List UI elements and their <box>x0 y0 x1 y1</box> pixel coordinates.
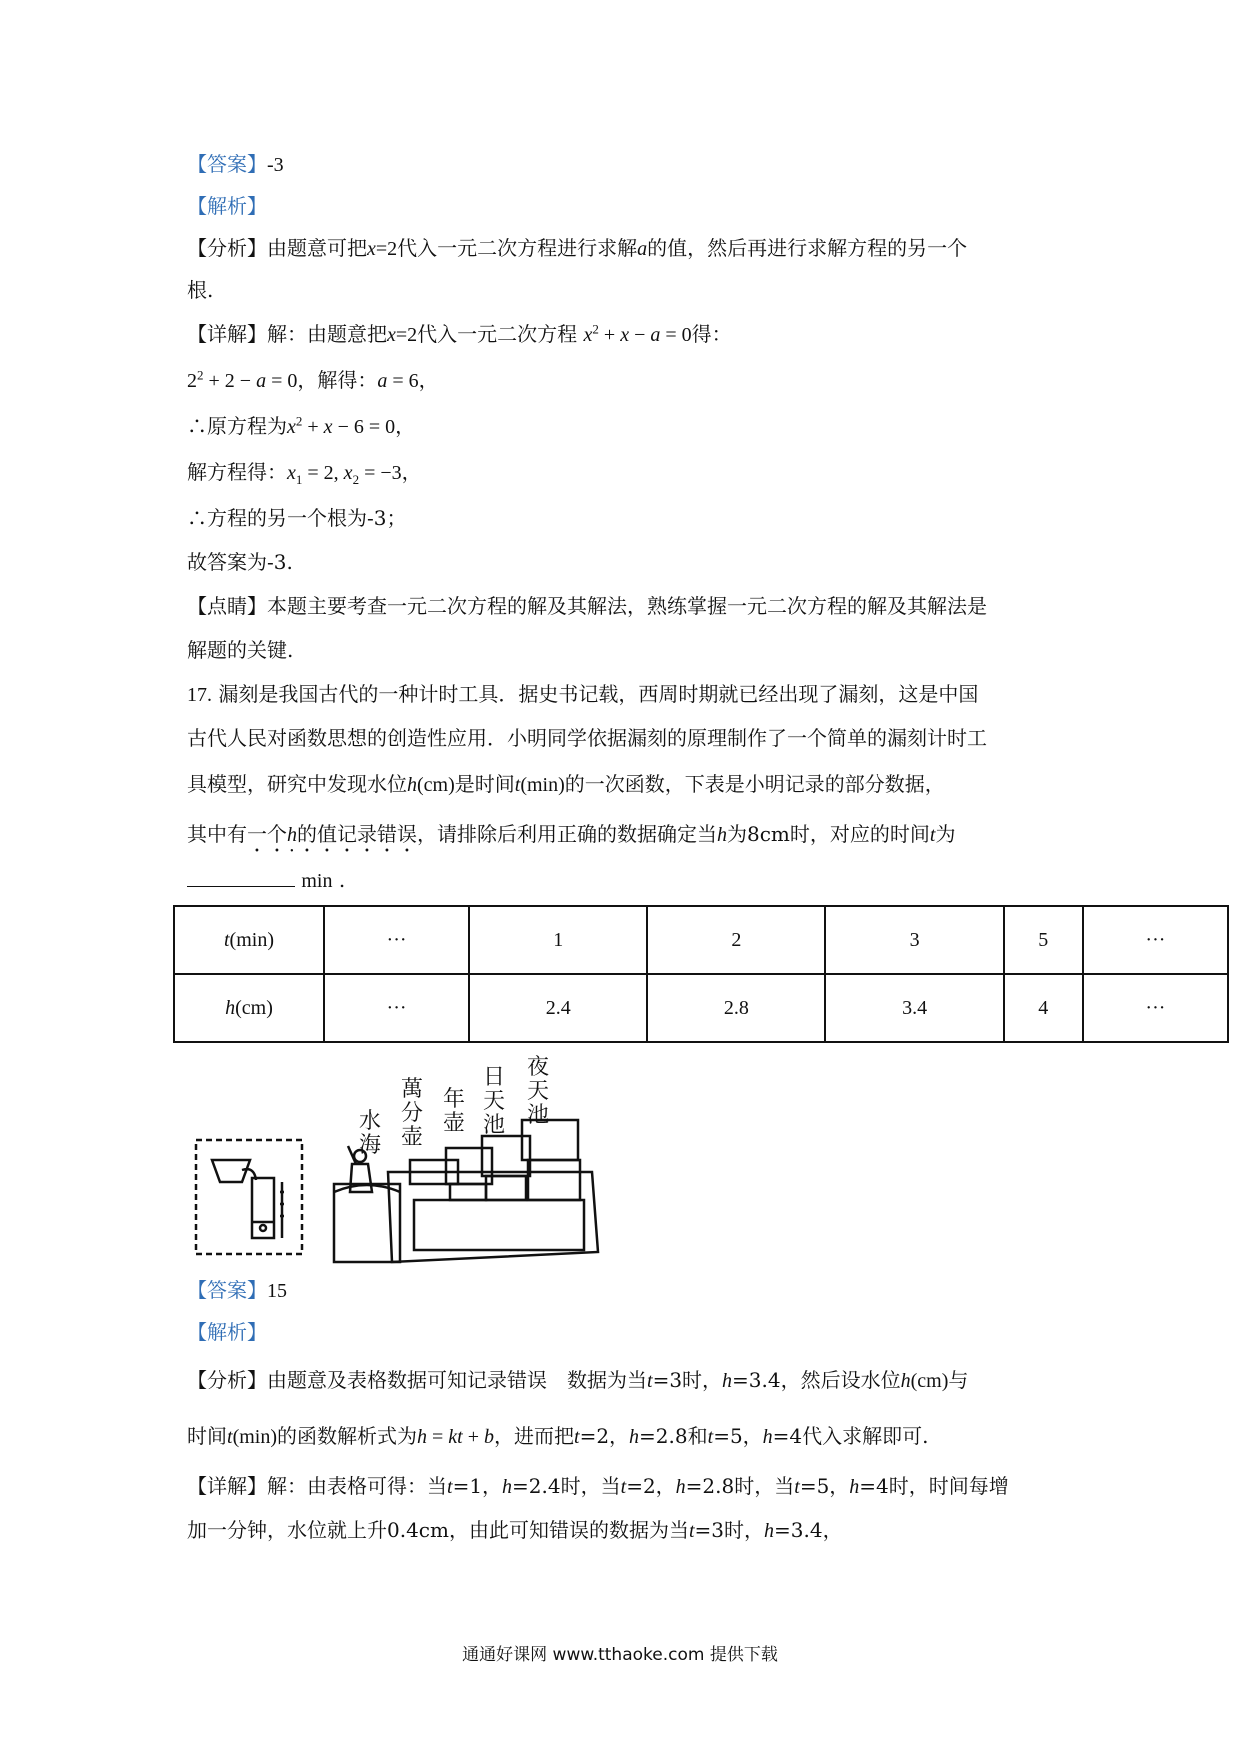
t-cell: ··· <box>1083 906 1228 974</box>
t-header: t(min) <box>174 906 324 974</box>
q17-line-3: 具模型，研究中发现水位h(cm)是时间t(min)的一次函数，下表是小明记录的部分数据， <box>187 772 945 796</box>
t-cell: 1 <box>469 906 647 974</box>
xiangjie-label: 【详解】 <box>187 322 267 346</box>
q17-analysis-label: 【解析】 <box>187 1320 267 1344</box>
label-shuihai: 水海 <box>358 1109 382 1158</box>
step-2: ∴原方程为$x^2 + x - 6 = 0$， <box>187 413 416 438</box>
dianjing-line-1: 【点睛】本题主要考查一元二次方程的解及其解法，熟练掌握一元二次方程的解及其解法是 <box>187 594 987 618</box>
h-cell: ··· <box>1083 974 1228 1042</box>
step-4: ∴方程的另一个根为-3； <box>187 506 407 530</box>
h-cell: 2.4 <box>469 974 647 1042</box>
xiangjie-line-1: 【详解】解：由题意把x=2代入一元二次方程 $x^2 + x - a = 0$得： <box>187 321 732 346</box>
q17-line-5: min . <box>187 866 345 895</box>
step-5: 故答案为-3. <box>187 550 293 574</box>
fenxi-label: 【分析】 <box>187 236 267 260</box>
h-cell: 2.8 <box>647 974 825 1042</box>
analysis-label: 【解析】 <box>187 194 267 218</box>
h-header: h(cm) <box>174 974 324 1042</box>
t-cell: ··· <box>324 906 469 974</box>
dianjing-label: 【点睛】 <box>187 594 267 618</box>
label-nianhu: 年壶 <box>442 1087 466 1136</box>
water-clock-figure <box>192 1052 622 1267</box>
q17-fenxi-line-1: 【分析】由题意及表格数据可知记录错误 数据为当t=3时，h=3.4，然后设水位h(cm)与 <box>187 1368 969 1392</box>
q17-line-1: 17. 漏刻是我国古代的一种计时工具．据史书记载，西周时期就已经出现了漏刻，这是中国 <box>187 682 979 706</box>
q17-line-2: 古代人民对函数思想的创造性应用．小明同学依据漏刻的原理制作了一个简单的漏刻计时工 <box>187 726 987 750</box>
fenxi-line-2: 根. <box>187 278 214 302</box>
q17-fenxi-line-2: 时间t(min)的函数解析式为h = kt + b，进而把t=2，h=2.8和t=5，h=4代入求解即可. <box>187 1424 929 1448</box>
h-cell: 4 <box>1004 974 1083 1042</box>
question-number: 17. <box>187 684 212 706</box>
answer-blank <box>187 866 295 887</box>
step-3: 解方程得：$x_1 = 2$, $x_2 = -3$， <box>187 460 422 487</box>
q17-answer-line: 【答案】15 <box>187 1278 287 1302</box>
dianjing-line-2: 解题的关键. <box>187 638 294 662</box>
q17-xiangjie-line-2: 加一分钟，水位就上升0.4cm，由此可知错误的数据为当t=3时，h=3.4， <box>187 1518 843 1542</box>
t-cell: 5 <box>1004 906 1083 974</box>
t-cell: 3 <box>825 906 1003 974</box>
base-platform <box>388 1172 598 1262</box>
label-yetianchi: 夜天池 <box>526 1055 550 1128</box>
model-beaker <box>252 1178 274 1238</box>
model-inset-box <box>196 1140 302 1254</box>
page-footer: 通通好课网 www.tthaoke.com 提供下载 <box>462 1645 778 1665</box>
table-row <box>174 974 1228 1042</box>
t-cell: 2 <box>647 906 825 974</box>
h-cell: 3.4 <box>825 974 1003 1042</box>
answer-value: -3 <box>267 154 284 176</box>
answer-label: 【答案】 <box>187 152 267 176</box>
table-row <box>174 906 1228 974</box>
equation-original: $x^2 + x - a = 0$ <box>583 321 692 346</box>
step-1: $2^2 + 2 - a = 0$，解得：a = 6， <box>187 367 439 392</box>
data-table <box>173 905 1229 1043</box>
answer-line <box>187 150 284 179</box>
h-cell: ··· <box>324 974 469 1042</box>
model-funnel <box>212 1160 250 1182</box>
fenxi-line-1: 【分析】由题意可把x=2代入一元二次方程进行求解a的值，然后再进行求解方程的另一个 <box>187 236 968 260</box>
label-wanfenhu: 萬分壶 <box>400 1077 424 1150</box>
label-ritianchi: 日天池 <box>482 1065 506 1138</box>
q17-line-4: 其中有一个h的值记录错误，请排除后利用正确的数据确定当h为8cm时，对应的时间t为 <box>187 822 956 846</box>
q17-xiangjie-line-1: 【详解】解：由表格可得：当t=1，h=2.4时，当t=2，h=2.8时，当t=5，h=4时，时间每增 <box>187 1474 1009 1498</box>
